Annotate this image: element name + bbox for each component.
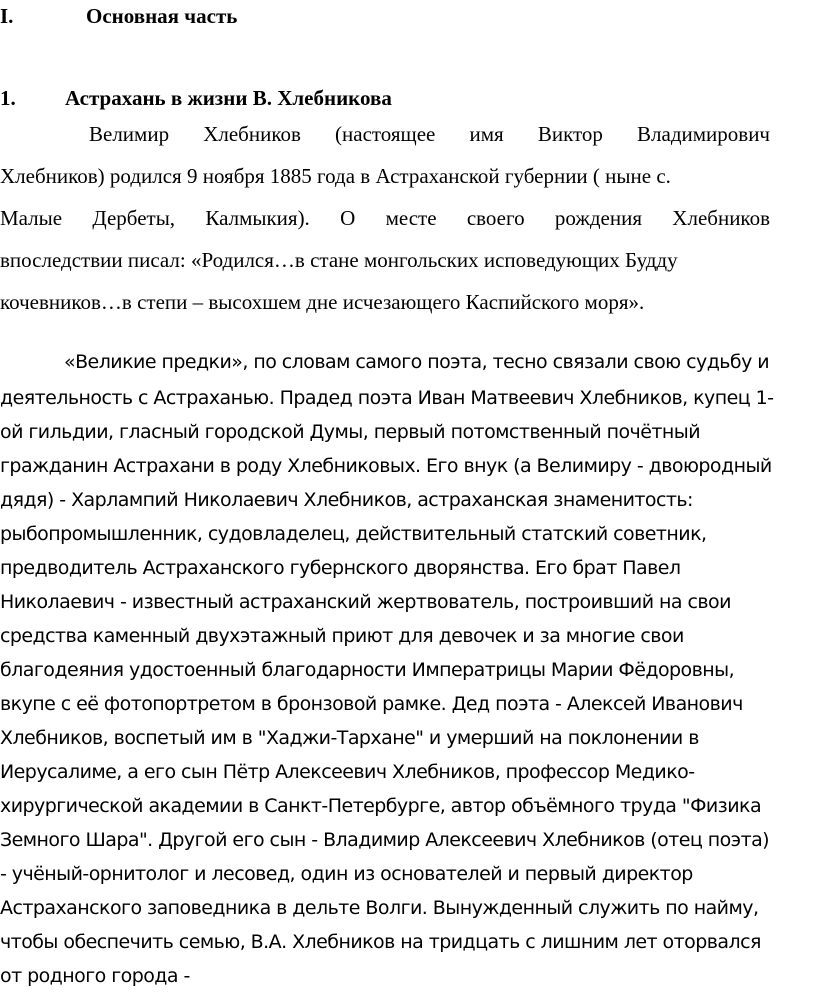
paragraph-line: Астраханского заповедника в дельте Волги. Вынужденный служить по найму, xyxy=(0,897,759,919)
section-number: I. xyxy=(0,4,14,28)
paragraph-line: предводитель Астраханского губернского дворянства. Его брат Павел xyxy=(0,557,681,579)
paragraph-line: Хлебников) родился 9 ноября 1885 года в Астраханской губернии ( ныне с. xyxy=(0,164,671,188)
paragraph-line: ой гильдии, гласный городской Думы, первый потомственный почётный xyxy=(0,421,701,443)
paragraph-line: Хлебников, воспетый им в "Хаджи-Тархане" и умерший на поклонении в xyxy=(0,727,699,749)
paragraph-line: - учёный-орнитолог и лесовед, один из основателей и первый директор xyxy=(0,863,693,885)
paragraph-line: чтобы обеспечить семью, В.А. Хлебников на тридцать с лишним лет оторвался xyxy=(0,931,761,953)
paragraph-line: дядя) - Харлампий Николаевич Хлебников, астраханская знаменитость: xyxy=(0,489,693,511)
paragraph-line: благодеяния удостоенный благодарности Императрицы Марии Фёдоровны, xyxy=(0,659,735,681)
paragraph-line: Малые Дербеты, Калмыкия). О месте своего рождения Хлебников xyxy=(0,206,770,230)
paragraph-line: рыбопромышленник, судовладелец, действительный статский советник, xyxy=(0,523,707,545)
subsection-heading xyxy=(0,84,500,112)
subsection-number: 1. xyxy=(0,86,16,110)
paragraph-line: Земного Шара". Другой его сын - Владимир Алексеевич Хлебников (отец поэта) xyxy=(0,829,770,851)
paragraph-line: хирургической академии в Санкт-Петербурге, автор объёмного труда "Физика xyxy=(0,795,762,817)
paragraph-line: от родного города - xyxy=(0,965,190,987)
paragraph-line: впоследствии писал: «Родился…в стане монгольских исповедующих Будду xyxy=(0,248,678,272)
paragraph-line: Иерусалиме, а его сын Пётр Алексеевич Хлебников, профессор Медико- xyxy=(0,761,695,783)
paragraph-line: кочевников…в степи – высохшем дне исчезающего Каспийского моря». xyxy=(0,290,645,314)
paragraph-line: Велимир Хлебников (настоящее имя Виктор Владимирович xyxy=(89,122,770,146)
paragraph-line: средства каменный двухэтажный приют для девочек и за многие свои xyxy=(0,625,684,647)
paragraph-line: вкупе с её фотопортретом в бронзовой рамке. Дед поэта - Алексей Иванович xyxy=(0,693,743,715)
section-title: Основная часть xyxy=(86,4,238,28)
paragraph-line: гражданин Астрахани в роду Хлебниковых. Его внук (а Велимиру - двоюродный xyxy=(0,455,772,477)
paragraph-line: Николаевич - известный астраханский жертвователь, построивший на свои xyxy=(0,591,731,613)
paragraph-line: деятельность с Астраханью. Прадед поэта Иван Матвеевич Хлебников, купец 1- xyxy=(0,387,774,409)
subsection-title: Астрахань в жизни В. Хлебникова xyxy=(65,86,392,110)
paragraph-line: «Великие предки», по словам самого поэта, тесно связали свою судьбу и xyxy=(64,351,770,373)
section-heading xyxy=(0,2,400,30)
